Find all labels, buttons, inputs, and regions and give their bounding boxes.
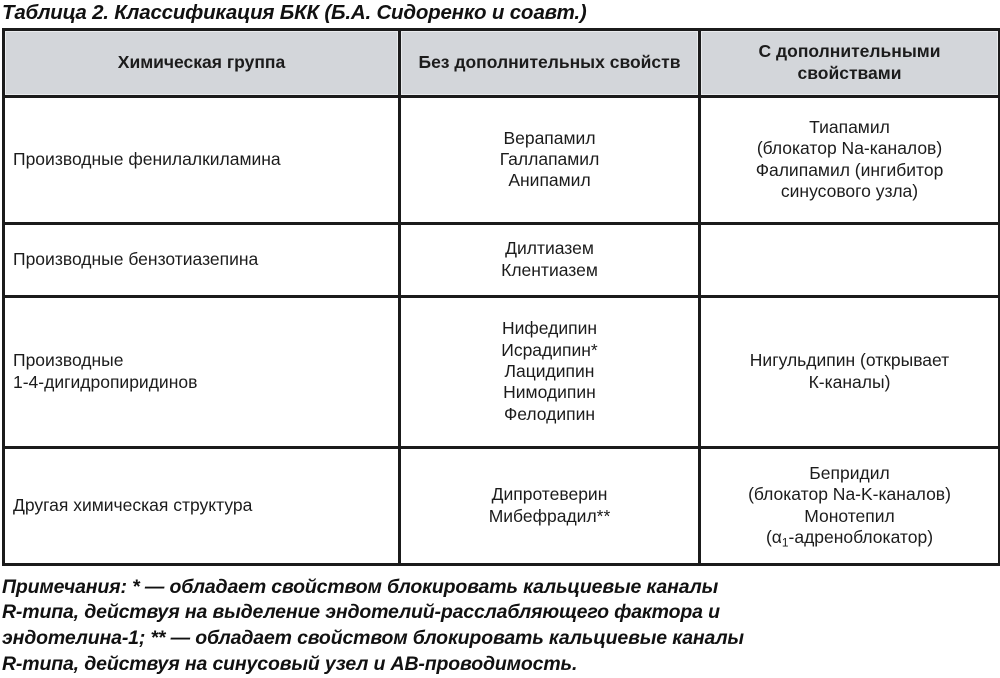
drug-name: Исрадипин* — [501, 339, 598, 360]
cell-with-dihydropyridine — [700, 296, 1000, 447]
note-line: R-типа, действуя на синусовый узел и АВ-проводимость. — [2, 653, 578, 676]
note-line: Примечания: * — обладает свойством блокировать кальциевые каналы — [2, 575, 719, 598]
table-body — [4, 96, 1000, 564]
table-notes — [0, 575, 1000, 678]
drug-note: К-каналы) — [808, 371, 891, 392]
cell-with-other-structure — [700, 447, 1000, 564]
note-line: эндотелина-1; ** — обладает свойством блокировать кальциевые каналы — [2, 627, 744, 650]
drug-name: Бепридил — [809, 462, 890, 483]
cell-without-benzothiazepine — [400, 223, 700, 296]
header-row — [4, 29, 1000, 96]
drug-name: Мибефрадил** — [488, 505, 611, 526]
drug-name: Фалипамил (ингибитор — [755, 159, 944, 180]
column-header-with-properties: С дополнительными свойствами — [700, 29, 1000, 96]
cell-with-phenylalkylamine — [700, 96, 1000, 223]
cell-group-dihydropyridine — [4, 296, 400, 447]
drug-note-subscript: $(\alpha_1-адреноблокатор)$ — [765, 526, 934, 550]
table-row — [4, 223, 1000, 296]
drug-name: Галлапамил — [499, 148, 600, 169]
drug-name: Дилтиазем — [505, 238, 594, 259]
drug-name: Монотепил — [804, 505, 895, 526]
drug-name: Клентиазем — [501, 259, 598, 280]
drug-name: Нимодипин — [503, 382, 596, 403]
cell-without-other-structure — [400, 447, 700, 564]
drug-name: Анипамил — [508, 170, 591, 191]
drug-note: (блокатор Na-каналов) — [756, 138, 943, 159]
cell-with-benzothiazepine-empty — [700, 223, 1000, 296]
drug-name: Тиапамил — [809, 116, 890, 137]
drug-name: Нигульдипин (открывает — [749, 350, 950, 371]
table-container — [0, 28, 1000, 566]
column-header-chemical-group: Химическая группа — [4, 29, 400, 96]
drug-name: Лацидипин — [504, 360, 595, 381]
table-row — [4, 96, 1000, 223]
page-title: Таблица 2. Классификация БКК (Б.А. Сидоренко и соавт.) — [2, 1, 587, 24]
drug-note: (блокатор Na-K-каналов) — [748, 484, 951, 505]
note-line: R-типа, действуя на выделение эндотелий-расслабляющего фактора и — [2, 601, 720, 624]
drug-name: Дипротеверин — [491, 484, 608, 505]
drug-name: Верапамил — [503, 127, 596, 148]
group-label-line: 1-4-дигидропиридинов — [13, 371, 198, 392]
drug-name: Фелодипин — [503, 403, 596, 424]
table-row — [4, 447, 1000, 564]
table-header — [4, 29, 1000, 96]
cell-without-dihydropyridine — [400, 296, 700, 447]
cell-without-phenylalkylamine — [400, 96, 700, 223]
drug-name: Нифедипин — [501, 318, 598, 339]
cell-group-other-structure: Другая химическая структура — [4, 447, 400, 564]
column-header-without-properties: Без дополнительных свойств — [400, 29, 700, 96]
table-row — [4, 296, 1000, 447]
group-label-line: Производные — [13, 350, 124, 371]
drug-note: синусового узла) — [780, 180, 919, 201]
classification-table — [2, 28, 1000, 566]
cell-group-phenylalkylamine: Производные фенилалкиламина — [4, 96, 400, 223]
cell-group-benzothiazepine: Производные бензотиазепина — [4, 223, 400, 296]
